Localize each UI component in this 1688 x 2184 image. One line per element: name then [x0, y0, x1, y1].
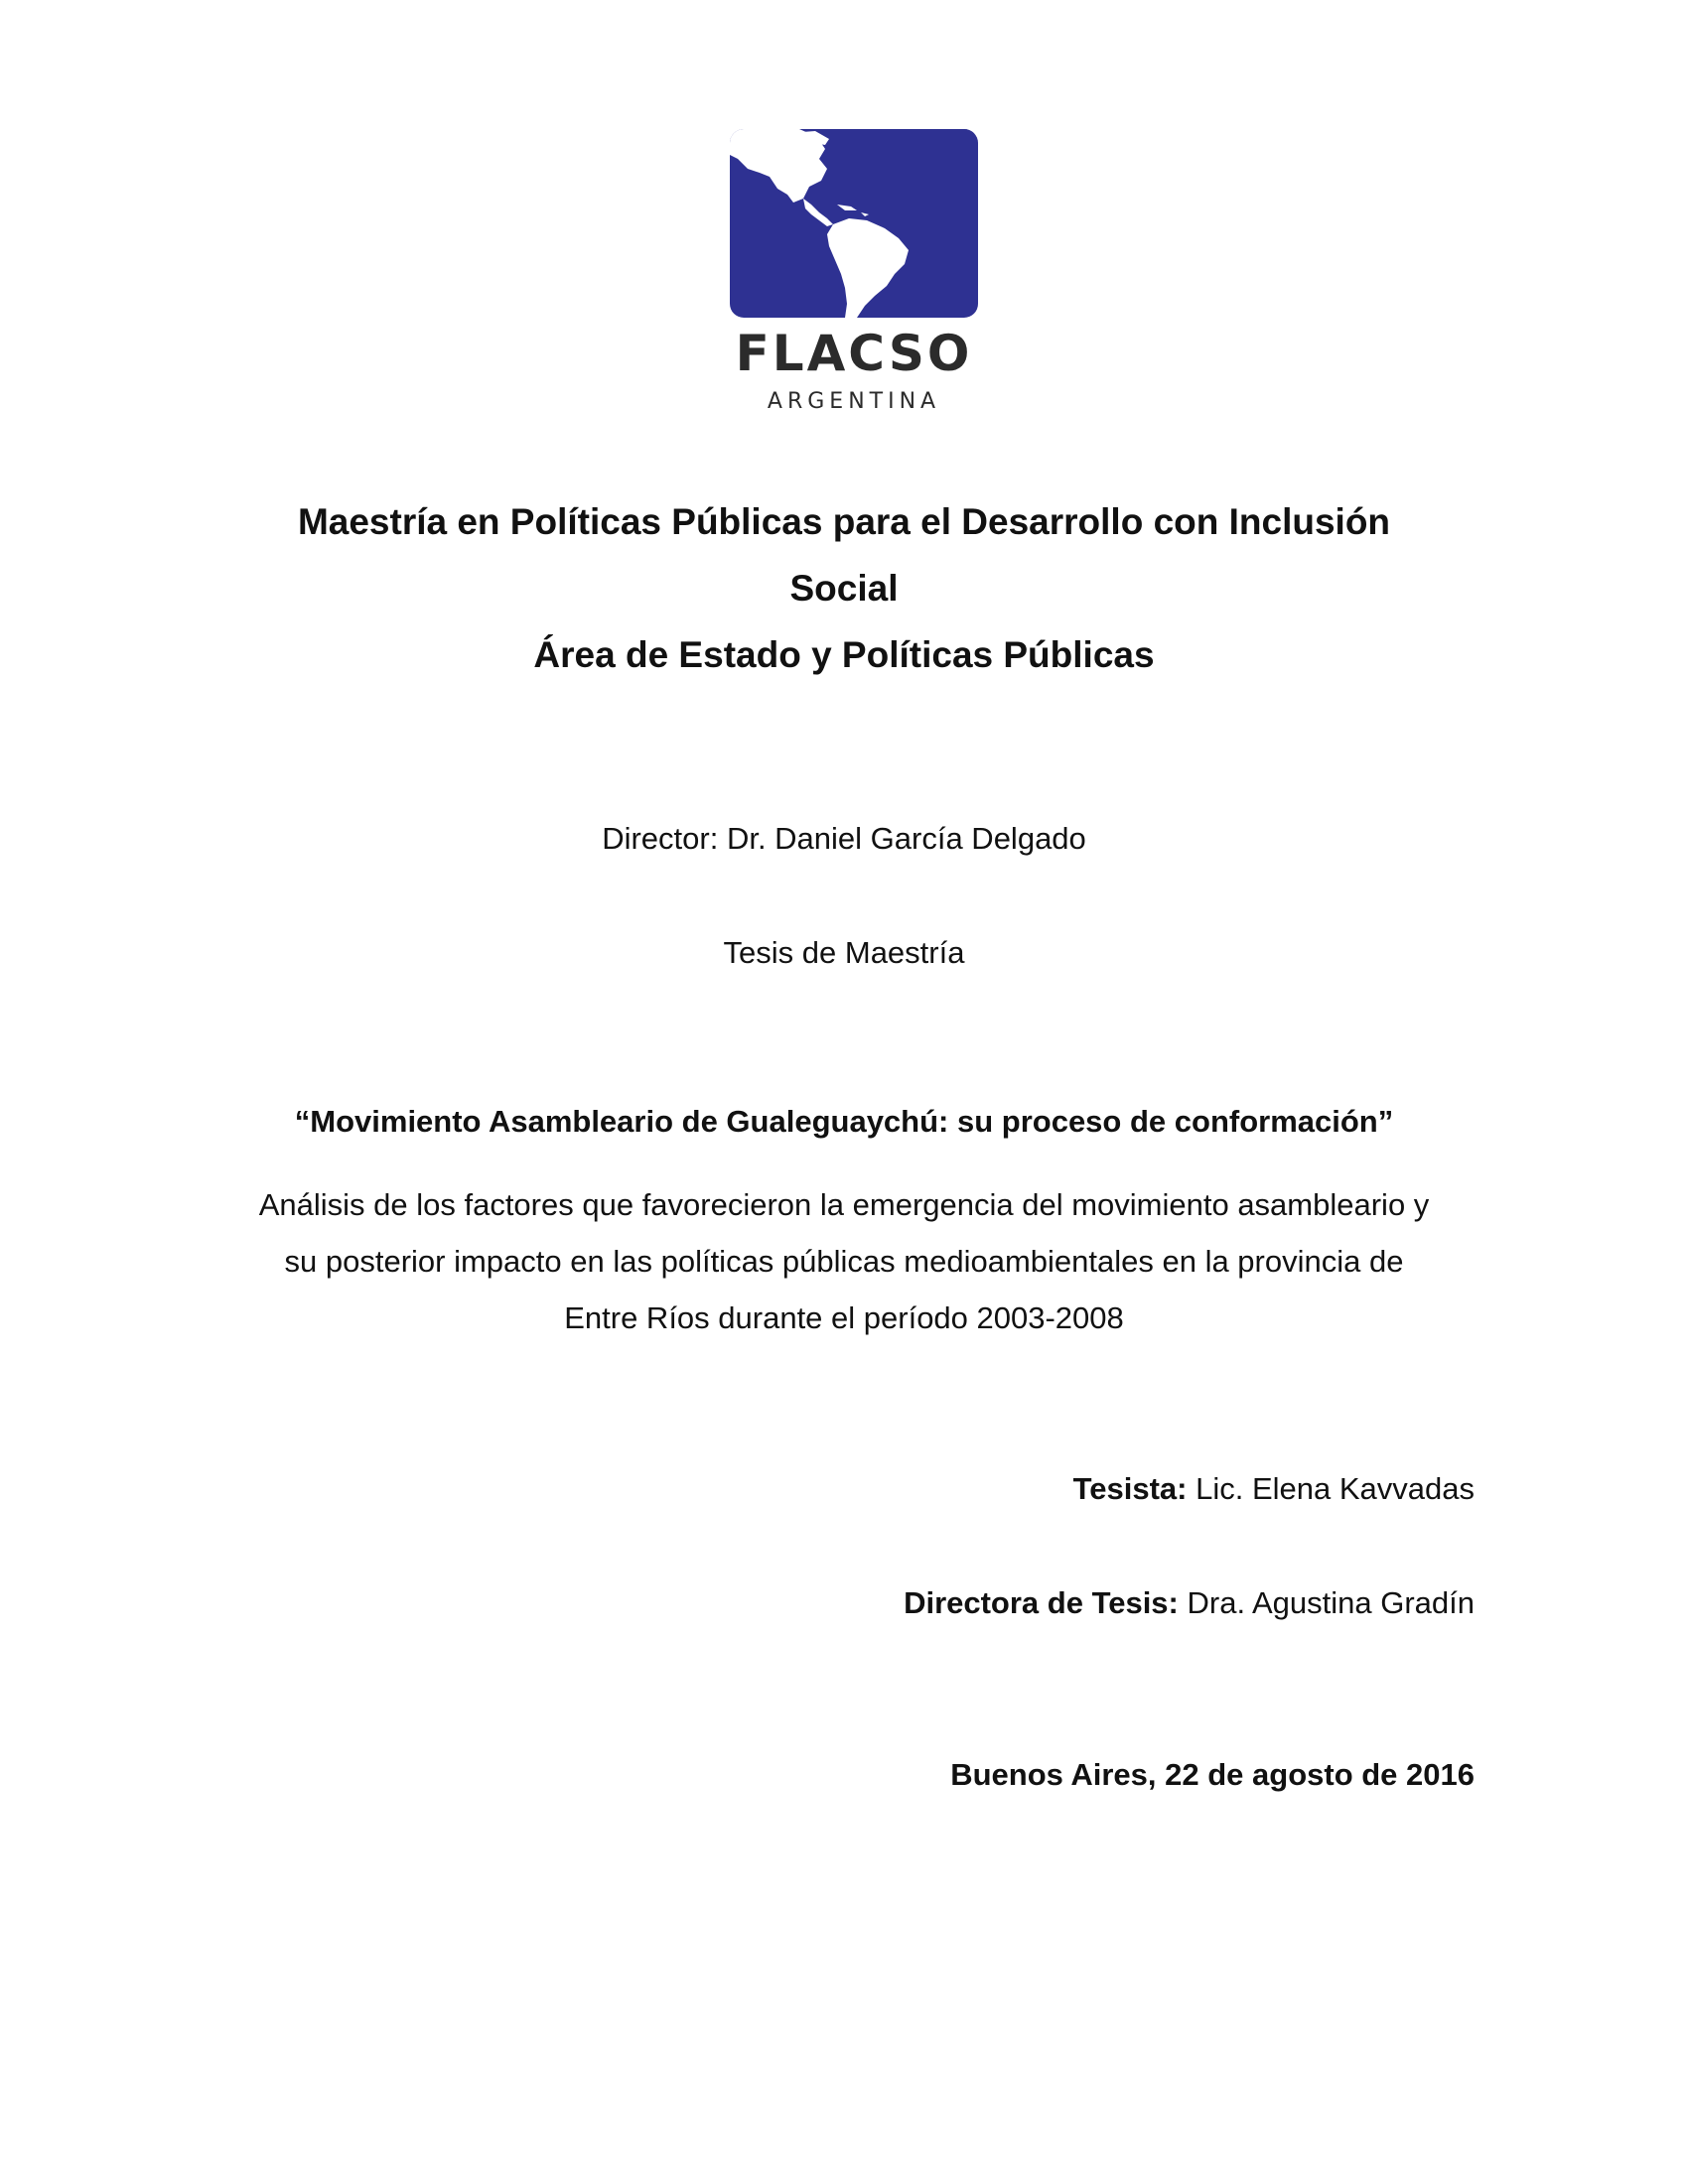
thesis-subtitle-line: su posterior impacto en las políticas públicas medioambientales en la provincia de — [284, 1244, 1404, 1279]
director-line: Director: Dr. Daniel García Delgado — [602, 821, 1086, 856]
area-title: Área de Estado y Políticas Públicas — [533, 634, 1155, 675]
supervisor-label: Directora de Tesis: — [904, 1585, 1179, 1620]
logo-subtitle: ARGENTINA — [767, 389, 941, 414]
thesis-subtitle-line: Análisis de los factores que favorecieron la emergencia del movimiento asambleario y — [258, 1187, 1430, 1222]
program-title-line: Maestría en Políticas Públicas para el Desarrollo con Inclusión — [297, 501, 1391, 542]
document-type: Tesis de Maestría — [723, 935, 965, 970]
supervisor-name: Dra. Agustina Gradín — [1187, 1585, 1475, 1620]
program-title — [149, 488, 1539, 688]
thesis-subtitle — [179, 1176, 1509, 1346]
supervisor-line — [904, 1583, 1475, 1623]
flacso-logo — [730, 129, 978, 417]
author-name: Lic. Elena Kavvadas — [1196, 1471, 1475, 1506]
program-title-line: Social — [789, 568, 899, 609]
logo-wordmark: FLACSO — [735, 325, 973, 382]
thesis-title: “Movimiento Asambleario de Gualeguaychú: su proceso de conformación” — [294, 1104, 1394, 1139]
americas-map-icon — [730, 129, 978, 318]
author-label: Tesista: — [1072, 1471, 1188, 1506]
author-line — [1073, 1469, 1475, 1509]
place-date: Buenos Aires, 22 de agosto de 2016 — [950, 1757, 1475, 1792]
thesis-subtitle-line: Entre Ríos durante el período 2003-2008 — [564, 1300, 1124, 1335]
